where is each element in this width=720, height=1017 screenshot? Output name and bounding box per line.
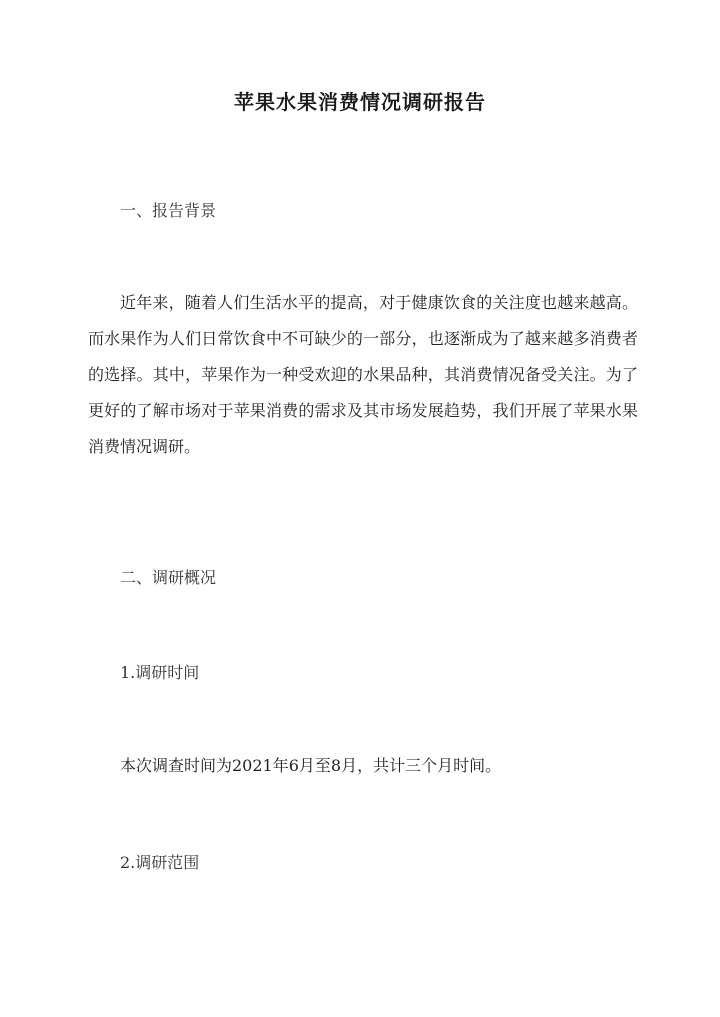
section-heading-overview: 二、调研概况	[120, 568, 217, 587]
background-paragraph: 近年来，随着人们生活水平的提高，对于健康饮食的关注度也越来越高。而水果作为人们日常饮食中不可缺少的一部分，也逐渐成为了越来越多消费者的选择。其中，苹果作为一种受欢迎的水果品种，其消费情况备受关注。为了更好的了解市场对于苹果消费的需求及其市场发展趋势，我们开展了苹果水果消费情况调研。	[88, 293, 638, 456]
document-title: 苹果水果消费情况调研报告	[234, 90, 486, 114]
survey-time-paragraph: 本次调查时间为2021年6月至8月，共计三个月时间。	[120, 756, 502, 775]
subheading-survey-scope: 2.调研范围	[120, 853, 200, 872]
subheading-survey-time: 1.调研时间	[120, 663, 200, 682]
section-heading-background: 一、报告背景	[120, 201, 217, 220]
